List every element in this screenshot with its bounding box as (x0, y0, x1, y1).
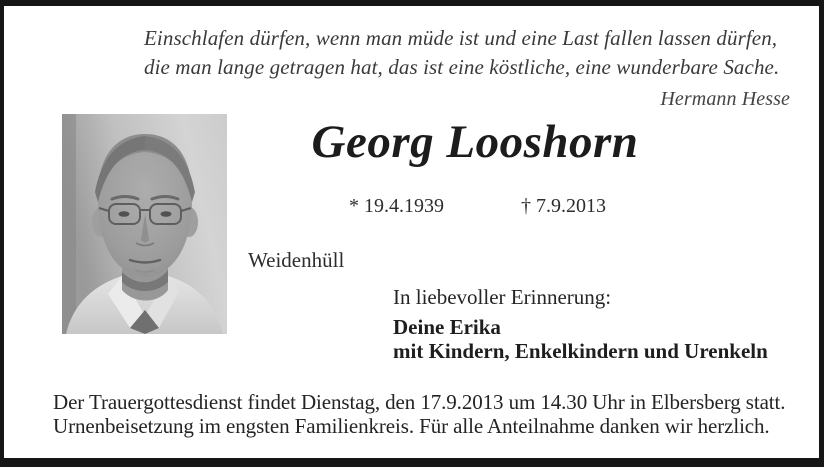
mourning-intro: In liebevoller Erinnerung: (393, 285, 612, 309)
quote-line-2: die man lange getragen hat, das ist eine köstliche, eine wunderbare Sache. (144, 55, 780, 79)
deceased-name: Georg Looshorn (311, 116, 639, 168)
quote-block (144, 24, 790, 114)
mourning-block (393, 285, 768, 363)
service-line-1: Der Trauergottesdienst findet Dienstag, den 17.9.2013 um 14.30 Uhr in Elbersberg statt. (53, 390, 786, 414)
service-info (53, 390, 801, 438)
quote-line-1: Einschlafen dürfen, wenn man müde ist und eine Last fallen lassen dürfen, (144, 26, 778, 50)
death-date (521, 194, 606, 218)
mourner-line-1: Deine Erika (393, 315, 501, 339)
death-date-value: 7.9.2013 (536, 195, 606, 217)
birth-date (349, 194, 444, 218)
portrait-illustration (62, 114, 227, 334)
quote-attribution: Hermann Hesse (660, 88, 790, 110)
death-symbol: † (521, 195, 531, 217)
birth-symbol: * (349, 195, 359, 217)
service-line-2: Urnenbeisetzung im engsten Familienkreis. Für alle Anteilnahme danken wir herzlich. (53, 414, 770, 438)
birth-date-value: 19.4.1939 (364, 195, 444, 217)
deceased-portrait-photo (62, 114, 227, 334)
mourner-line-2: mit Kindern, Enkelkindern und Urenkeln (393, 339, 768, 363)
residence: Weidenhüll (248, 248, 345, 272)
